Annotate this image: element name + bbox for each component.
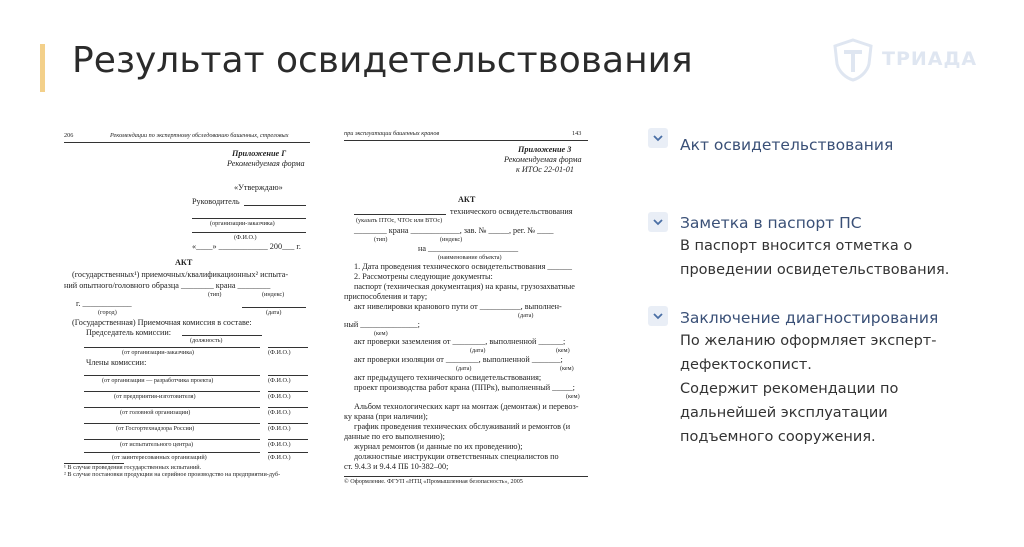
form-label: Рекомендуемая форма	[504, 155, 582, 164]
item-chevron	[648, 212, 668, 232]
logo-text: ТРИАДА	[882, 48, 978, 70]
page-header: Рекомендации по экспертному обследованию башенных, стреловых	[110, 132, 289, 139]
item-chevron	[648, 306, 668, 326]
item-title-diagnostics: Заключение диагностирования	[680, 309, 939, 327]
document-page-left: 206 Рекомендации по экспертному обследованию башенных, стреловых Приложение Г Рекомендуемая форма «Утверждаю» Руководитель (организации-заказчика) (Ф.И.О.) «____» ____________ 200___ г. АКТ (государственных¹) приемочных/квалификационных² испыта- ний опытного/головного образца ________ крана ________ (тип) (индекс) г. ____________ (город) (дата) (Государственная) Приемочная комиссия в составе: Председатель комиссии: (должность) (от организации-заказчика) (Ф.И.О.) Члены комиссии: (от организации — разработчика проекта) (Ф.И.О.) (от предприятия-изготовителя) (Ф.И.О.) (от головной организации) (Ф.И.О.) (от Госгортехнадзора России) (Ф.И.О.) (от испытательного центра) (Ф.И.О.) (от заинтересованных организаций) (Ф.И.О.) ¹ В случае проведения государственных испытаний. ² В случае постановки продукции на серийное производство на предприятии-дуб-	[62, 128, 312, 480]
item-chevron	[648, 128, 668, 148]
company-logo	[832, 38, 982, 82]
approve-label: «Утверждаю»	[234, 183, 283, 192]
item-title-act: Акт освидетельствования	[680, 136, 894, 154]
item-text-passport: В паспорт вносится отметка о проведении освидетельствования.	[680, 238, 950, 278]
page-number: 206	[64, 132, 74, 139]
shield-logo-icon	[832, 38, 874, 82]
chevron-down-icon	[653, 312, 663, 320]
title-accent-bar	[40, 44, 45, 92]
head-label: Руководитель	[192, 197, 240, 206]
akt-title: АКТ	[175, 258, 193, 267]
page-title: Результат освидетельствования	[72, 40, 693, 81]
chevron-down-icon	[653, 218, 663, 226]
chevron-down-icon	[653, 134, 663, 142]
page-number: 143	[572, 130, 582, 137]
form-label: Рекомендуемая форма	[227, 159, 305, 168]
item-title-passport: Заметка в паспорт ПС	[680, 214, 862, 232]
akt-title: АКТ	[458, 195, 476, 204]
item-text-diagnostics: По желанию оформляет эксперт- дефектоскопист. Содержит рекомендации по дальнейшей эксплуатации подъемного сооружения.	[680, 333, 937, 445]
appendix-label: Приложение Г	[232, 149, 287, 158]
appendix-label: Приложение 3	[518, 145, 572, 154]
page-header: при эксплуатации башенных кранов	[344, 130, 440, 137]
document-page-right: при эксплуатации башенных кранов 143 Приложение 3 Рекомендуемая форма к ИТОс 22-01-01 АКТ технического освидетельствования (указать ПТОс, ЧТОс или ВТОс) ________ крана ____________, зав. № _____, рег. № ____ (тип) (индекс) на ______________________ (наименование объекта) 1. Дата проведения технического освидетельствования ______ 2. Рассмотрены следующие документы: паспорт (техническая документация) на краны, грузозахватные приспособления и тару; акт нивелировки кранового пути от __________, выполнен- (дата) ный ______________; (кем) акт проверки заземления от ________, выполненной ______; (дата) (кем) акт проверки изоляции от ________, выполненной _______; (дата) (кем) акт предыдущего технического освидетельствования; проект производства работ крана (ППРк), выполненный _____; (кем) Альбом технологических карт на монтаж (демонтаж) и перевоз- ку крана (при наличии); график проведения технических обслуживаний и ремонтов (и данные по его выполнению); журнал ремонтов (и данные по их проведению); должностные инструкции ответственных специалистов по ст. 9.4.3 и 9.4.4 ПБ 10-382–00; © Оформление. ФГУП «НТЦ «Промышленная безопасность», 2005	[340, 126, 590, 488]
